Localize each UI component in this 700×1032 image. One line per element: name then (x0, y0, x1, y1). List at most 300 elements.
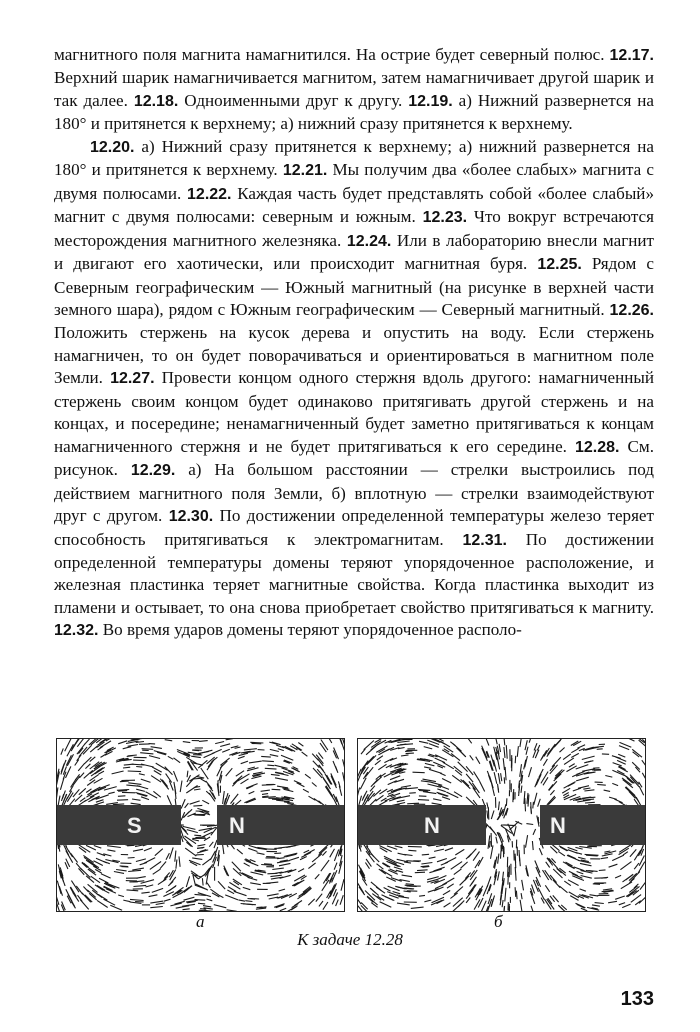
iron-filing (183, 826, 196, 829)
answers-text (54, 44, 654, 643)
iron-filing (408, 846, 422, 847)
iron-filing (83, 887, 88, 893)
iron-filing (361, 749, 365, 754)
iron-filing (612, 783, 618, 785)
iron-filing (547, 796, 555, 805)
iron-filing (246, 784, 258, 789)
iron-filing (131, 803, 141, 804)
iron-filing (226, 739, 233, 740)
iron-filing (330, 884, 336, 897)
iron-filing (385, 897, 394, 901)
iron-filing (371, 903, 377, 908)
iron-filing (156, 903, 165, 905)
iron-filing (396, 870, 403, 872)
iron-filing (359, 796, 362, 806)
iron-filing (308, 899, 314, 905)
iron-filing (474, 772, 480, 781)
iron-filing (272, 789, 281, 790)
figure-a-opposite-poles (56, 738, 345, 912)
iron-filing (625, 787, 634, 795)
iron-filing (73, 776, 80, 785)
iron-filing (470, 755, 474, 760)
iron-filing (585, 761, 594, 763)
iron-filing (397, 895, 404, 897)
iron-filing (321, 860, 329, 871)
iron-filing (438, 876, 447, 880)
iron-filing (79, 773, 84, 778)
iron-filing (223, 845, 224, 854)
iron-filing (552, 757, 561, 766)
iron-filing (139, 774, 145, 775)
iron-filing (444, 903, 451, 907)
problem-number: 12.30. (168, 508, 214, 526)
iron-filing (312, 783, 317, 787)
problem-number: 12.17. (609, 47, 654, 64)
iron-filing (409, 793, 416, 794)
iron-filing (248, 848, 257, 851)
iron-filing (312, 854, 322, 862)
iron-filing (358, 898, 361, 905)
problem-number: 12.24. (346, 232, 392, 250)
iron-filing (186, 876, 189, 887)
iron-filing (226, 768, 233, 776)
iron-filing (160, 862, 166, 869)
iron-filing (559, 886, 567, 893)
iron-filing (522, 880, 524, 891)
iron-filing (220, 744, 230, 747)
figure-label-b: б (494, 912, 503, 931)
iron-filing (227, 890, 234, 894)
iron-filing (384, 888, 391, 892)
iron-filing (640, 880, 645, 890)
iron-filing (85, 739, 90, 744)
iron-filing (366, 756, 374, 764)
iron-filing (583, 788, 590, 789)
iron-filing (303, 789, 309, 792)
iron-filing (577, 745, 585, 749)
iron-filing (639, 786, 644, 795)
iron-filing (128, 870, 141, 871)
iron-filing (245, 901, 252, 902)
iron-filing (99, 878, 108, 883)
iron-filing (141, 764, 154, 767)
iron-filing (622, 904, 630, 908)
iron-filing (400, 744, 413, 745)
iron-filing (455, 849, 464, 855)
iron-filing (517, 746, 518, 757)
problem-number: 12.28. (574, 438, 620, 456)
problem-number: 12.21. (282, 162, 328, 180)
iron-filing (498, 801, 499, 810)
problem-number: 12.23. (422, 209, 468, 227)
iron-filing (214, 840, 217, 848)
iron-filing (140, 863, 147, 865)
iron-filing (314, 798, 321, 803)
iron-filing (491, 845, 494, 858)
iron-filing (150, 907, 163, 908)
iron-filing (256, 908, 266, 909)
iron-filing (602, 854, 613, 856)
iron-filing (136, 877, 145, 879)
iron-filing (90, 746, 97, 752)
iron-filing (526, 824, 533, 825)
iron-filing (623, 852, 628, 855)
iron-filing (218, 881, 225, 889)
iron-filing (461, 862, 468, 868)
pole-label-a-left: S (127, 813, 142, 838)
iron-filing (499, 744, 500, 752)
iron-filing (80, 900, 89, 910)
iron-filing (520, 739, 521, 747)
iron-filing (227, 910, 237, 911)
iron-filing (261, 865, 274, 866)
iron-filing (238, 756, 245, 758)
iron-filing (609, 864, 618, 867)
iron-filing (390, 776, 400, 780)
iron-filing (445, 848, 453, 851)
iron-filing (85, 764, 90, 769)
iron-filing (201, 779, 207, 782)
iron-filing (377, 756, 383, 760)
iron-filing (61, 748, 63, 754)
iron-filing (166, 774, 172, 783)
iron-filing (151, 776, 161, 783)
iron-filing (498, 773, 500, 784)
iron-filing (443, 891, 450, 895)
iron-filing (480, 781, 485, 791)
iron-filing (365, 767, 373, 777)
iron-filing (224, 866, 229, 877)
iron-filing (322, 851, 326, 855)
iron-filing (562, 788, 570, 793)
iron-filing (141, 779, 151, 782)
iron-filing (94, 778, 103, 783)
iron-filing (94, 846, 102, 849)
iron-filing (470, 870, 475, 876)
iron-filing (542, 750, 547, 758)
iron-filing (520, 900, 522, 911)
iron-filing (204, 753, 215, 758)
iron-filing (320, 743, 326, 752)
page-number: 133 (620, 988, 654, 1010)
iron-filing (198, 903, 205, 904)
iron-filing (422, 854, 429, 855)
iron-filing (300, 857, 307, 860)
iron-filing (605, 776, 612, 778)
iron-filing (169, 885, 176, 890)
iron-filing (243, 887, 251, 889)
iron-filing (113, 804, 124, 805)
iron-filing (341, 879, 344, 891)
iron-filing (496, 739, 498, 744)
iron-filing (639, 897, 645, 904)
iron-filing (454, 869, 462, 875)
iron-filing (190, 801, 200, 804)
iron-filing (262, 794, 268, 795)
iron-filing (322, 880, 329, 891)
figure-b-like-poles (357, 738, 646, 912)
iron-filing (564, 881, 571, 886)
iron-filing (235, 800, 241, 806)
pole-label-a-right: N (229, 813, 245, 838)
iron-filing (421, 781, 430, 782)
iron-filing (298, 869, 304, 872)
iron-filing (563, 754, 571, 760)
iron-filing (319, 844, 329, 853)
iron-filing (187, 771, 188, 778)
iron-filing (424, 747, 433, 749)
iron-filing (123, 900, 130, 902)
iron-filing (279, 889, 285, 891)
iron-filing (244, 749, 257, 750)
iron-filing (222, 749, 230, 752)
iron-filing (313, 761, 320, 768)
iron-filing (141, 892, 149, 893)
iron-filing (375, 760, 381, 765)
iron-filing (249, 791, 255, 794)
iron-filing (533, 802, 534, 809)
iron-filing (199, 741, 208, 742)
iron-filing (123, 747, 132, 749)
iron-filing (415, 872, 425, 873)
iron-filing (185, 848, 196, 856)
iron-filing (156, 763, 168, 770)
iron-filing (241, 779, 249, 784)
iron-filing (577, 904, 585, 908)
iron-filing (437, 859, 447, 862)
figure-caption: К задаче 12.28 (297, 930, 403, 949)
iron-filing (142, 749, 154, 750)
iron-filing (358, 788, 360, 799)
iron-filing (183, 909, 190, 910)
iron-filing (110, 905, 122, 910)
iron-filing (162, 780, 167, 787)
iron-filing (215, 742, 224, 744)
iron-filing (276, 800, 289, 801)
iron-filing (573, 788, 581, 791)
iron-filing (118, 895, 124, 897)
iron-filing (582, 756, 595, 759)
iron-filing (128, 755, 137, 756)
iron-filing (334, 850, 338, 861)
iron-filing (192, 839, 199, 841)
iron-filing (117, 790, 129, 791)
iron-filing (330, 849, 335, 857)
iron-filing (581, 908, 587, 911)
problem-number: 12.18. (133, 92, 179, 110)
iron-filing (360, 778, 366, 790)
iron-filing (498, 759, 500, 770)
iron-filing (547, 748, 554, 757)
iron-filing (604, 851, 610, 852)
iron-filing (214, 905, 227, 908)
iron-filing (61, 764, 64, 773)
iron-filing (615, 875, 621, 878)
iron-filing (150, 862, 161, 870)
iron-filing (401, 786, 411, 788)
magnet-bar-left-a (57, 805, 181, 845)
iron-filing (250, 899, 259, 900)
iron-filing (504, 739, 505, 745)
iron-filing (482, 748, 488, 761)
iron-filing (419, 895, 425, 896)
iron-filing (308, 863, 315, 869)
iron-filing (501, 851, 502, 859)
iron-filing (473, 852, 479, 861)
iron-filing (634, 850, 641, 860)
iron-filing (576, 777, 589, 781)
iron-filing (614, 799, 622, 803)
iron-filing (136, 789, 145, 791)
iron-filing (459, 750, 465, 757)
iron-filing (168, 756, 173, 759)
iron-filing (194, 787, 200, 788)
iron-filing (270, 875, 281, 876)
iron-filing (595, 903, 604, 904)
iron-filing (257, 853, 265, 855)
iron-filing (340, 895, 343, 905)
iron-filing (152, 888, 163, 892)
iron-filing (136, 859, 146, 862)
iron-filing (71, 902, 75, 909)
iron-filing (502, 900, 503, 907)
iron-filing (417, 870, 428, 871)
iron-filing (149, 756, 160, 759)
iron-filing (541, 772, 548, 784)
iron-filing (151, 747, 162, 749)
iron-filing (505, 767, 506, 780)
iron-filing (515, 857, 516, 869)
iron-filing (339, 739, 342, 744)
iron-filing (519, 850, 520, 861)
iron-filing (483, 885, 488, 896)
iron-filing (170, 847, 174, 858)
iron-filing (185, 803, 189, 808)
iron-filing (443, 762, 454, 769)
iron-filing (189, 775, 199, 781)
iron-filing (394, 867, 402, 870)
iron-filing (73, 892, 79, 901)
iron-filing (132, 799, 141, 800)
iron-filing (437, 789, 446, 792)
iron-filing (571, 753, 579, 757)
iron-filing (452, 775, 462, 782)
iron-filing (534, 743, 537, 750)
iron-filing (165, 740, 173, 741)
iron-filing (554, 740, 561, 747)
iron-filing (262, 761, 274, 762)
iron-filing (281, 755, 293, 760)
iron-filing (491, 811, 494, 820)
iron-filing (73, 789, 80, 797)
iron-filing (597, 749, 603, 750)
iron-filing (575, 847, 582, 849)
iron-filing (160, 779, 168, 790)
iron-filing (117, 800, 128, 801)
iron-filing (134, 885, 147, 886)
iron-filing (128, 745, 138, 747)
iron-filing (128, 858, 135, 859)
iron-filing (418, 800, 429, 801)
problem-number: 12.31. (462, 531, 507, 549)
iron-filing (453, 744, 462, 752)
iron-filing (328, 739, 332, 743)
iron-filing (441, 862, 448, 865)
iron-filing (429, 769, 442, 773)
iron-filing (567, 766, 577, 772)
iron-filing (79, 788, 86, 794)
iron-filing (529, 739, 531, 743)
iron-filing (319, 901, 323, 906)
iron-filing (447, 884, 454, 888)
iron-filing (298, 743, 303, 747)
iron-filing (140, 753, 153, 754)
iron-filing (164, 899, 171, 901)
iron-filing (323, 873, 330, 883)
iron-filing (96, 800, 104, 803)
iron-filing (334, 863, 337, 870)
iron-filing (370, 888, 379, 895)
iron-filing (539, 848, 542, 855)
iron-filing (533, 829, 536, 835)
iron-filing (163, 892, 174, 897)
iron-filing (275, 765, 288, 768)
iron-filing (202, 800, 209, 804)
iron-filing (184, 897, 195, 900)
iron-filing (180, 781, 182, 793)
iron-filing (425, 763, 435, 765)
iron-filing (564, 758, 574, 765)
iron-filing (521, 893, 522, 899)
iron-filing (325, 786, 332, 796)
iron-filing (421, 863, 432, 865)
iron-filing (590, 895, 599, 896)
iron-filing (223, 791, 225, 804)
iron-filing (601, 858, 608, 859)
pole-label-b-right: N (550, 813, 566, 838)
iron-filing (141, 880, 154, 884)
iron-filing (592, 905, 600, 906)
iron-filing (619, 903, 625, 905)
iron-filing (525, 740, 527, 750)
iron-filing (558, 851, 565, 856)
iron-filing (603, 889, 612, 890)
iron-filing (526, 747, 528, 755)
iron-filing (395, 846, 403, 848)
iron-filing (116, 870, 127, 871)
iron-filing (563, 862, 574, 868)
iron-filing (502, 872, 503, 881)
iron-filing (275, 778, 288, 781)
iron-filing (220, 758, 229, 765)
iron-filing (107, 850, 115, 852)
iron-filing (397, 903, 410, 905)
iron-filing (333, 761, 337, 771)
iron-filing (380, 902, 392, 908)
iron-filings-pattern-a (57, 739, 344, 911)
iron-filing (57, 881, 61, 894)
iron-filing (576, 903, 586, 908)
iron-filing (289, 893, 297, 897)
iron-filing (423, 792, 436, 794)
iron-filing (553, 869, 562, 878)
iron-filing (599, 870, 606, 871)
iron-filing (317, 769, 322, 775)
iron-filing (279, 863, 290, 865)
iron-filing (514, 826, 516, 836)
iron-filing (466, 774, 473, 782)
iron-filing (272, 868, 284, 869)
